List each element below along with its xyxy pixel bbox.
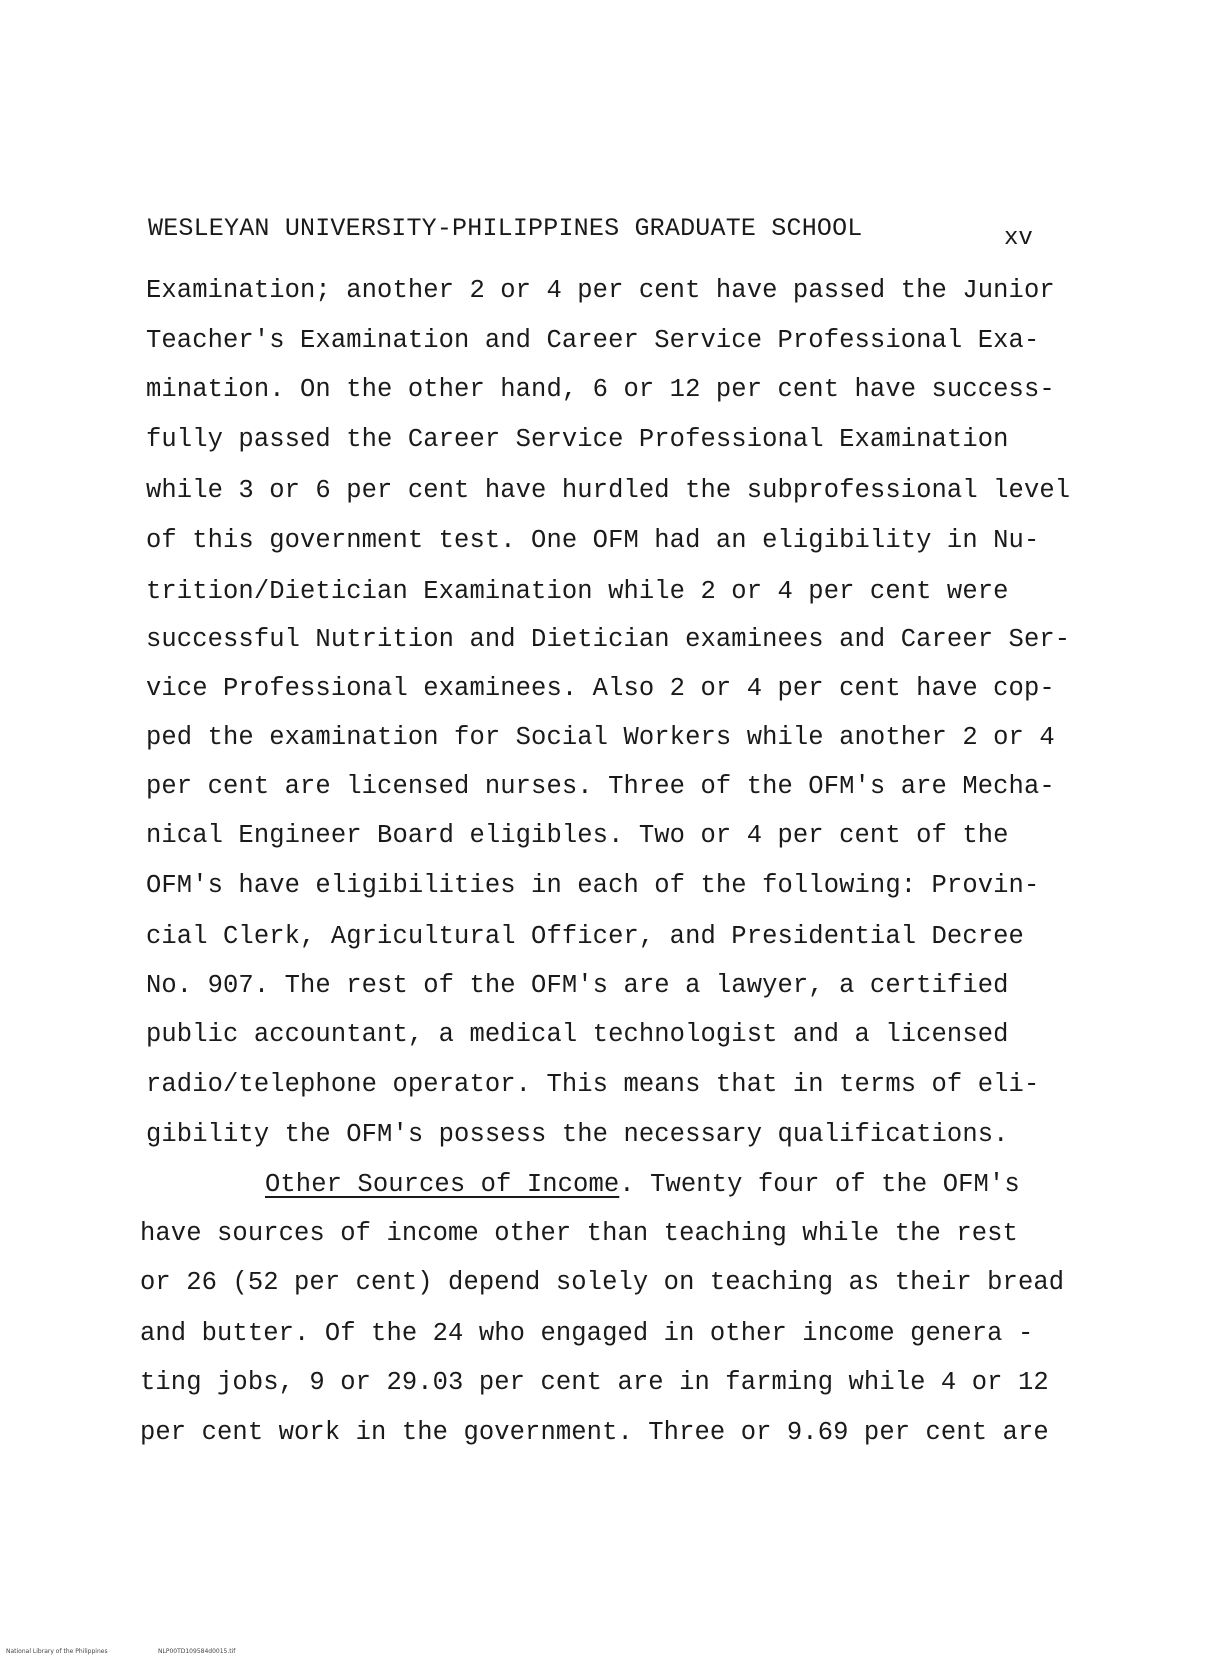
body-line: OFM's have eligibilities in each of the following: Provin-	[146, 871, 1040, 900]
section-first-line	[265, 1170, 1020, 1199]
body-line: gibility the OFM's possess the necessary qualifications.	[146, 1120, 1009, 1149]
body-line: radio/telephone operator. This means that in terms of eli-	[146, 1070, 1040, 1099]
body-line: public accountant, a medical technologist and a licensed	[146, 1020, 1009, 1049]
body-line: and butter. Of the 24 who engaged in other income genera -	[140, 1319, 1034, 1348]
body-line: while 3 or 6 per cent have hurdled the subprofessional level	[146, 476, 1071, 505]
body-line: nical Engineer Board eligibles. Two or 4 per cent of the	[146, 821, 1009, 850]
body-line: per cent work in the government. Three or 9.69 per cent are	[140, 1418, 1049, 1447]
page-number: xv	[1004, 225, 1033, 252]
body-line: or 26 (52 per cent) depend solely on teaching as their bread	[140, 1268, 1065, 1297]
body-line: fully passed the Career Service Professional Examination	[146, 425, 1009, 454]
body-line: of this government test. One OFM had an eligibility in Nu-	[146, 526, 1040, 555]
page-header-title: WESLEYAN UNIVERSITY-PHILIPPINES GRADUATE SCHOOL	[148, 214, 863, 243]
body-line: Teacher's Examination and Career Service Professional Exa-	[146, 326, 1040, 355]
body-line: successful Nutrition and Dietician examinees and Career Ser-	[146, 625, 1071, 654]
body-line: No. 907. The rest of the OFM's are a lawyer, a certified	[146, 971, 1009, 1000]
body-line: ting jobs, 9 or 29.03 per cent are in farming while 4 or 12	[140, 1368, 1049, 1397]
body-line: have sources of income other than teaching while the rest	[140, 1219, 1018, 1248]
section-first-line-text: . Twenty four of the OFM's	[619, 1170, 1020, 1199]
footer-library-stamp: National Library of the Philippines	[6, 1648, 108, 1655]
body-line: per cent are licensed nurses. Three of the OFM's are Mecha-	[146, 772, 1055, 801]
section-heading: Other Sources of Income	[265, 1170, 620, 1199]
body-line: ped the examination for Social Workers while another 2 or 4	[146, 723, 1055, 752]
body-line: vice Professional examinees. Also 2 or 4 per cent have cop-	[146, 674, 1055, 703]
body-line: Examination; another 2 or 4 per cent have passed the Junior	[146, 276, 1055, 305]
footer-record-id: NLP00TD109584d0015.tif	[158, 1648, 236, 1655]
body-line: mination. On the other hand, 6 or 12 per cent have success-	[146, 375, 1055, 404]
body-line: trition/Dietician Examination while 2 or 4 per cent were	[146, 577, 1009, 606]
body-line: cial Clerk, Agricultural Officer, and Presidential Decree	[146, 922, 1024, 951]
